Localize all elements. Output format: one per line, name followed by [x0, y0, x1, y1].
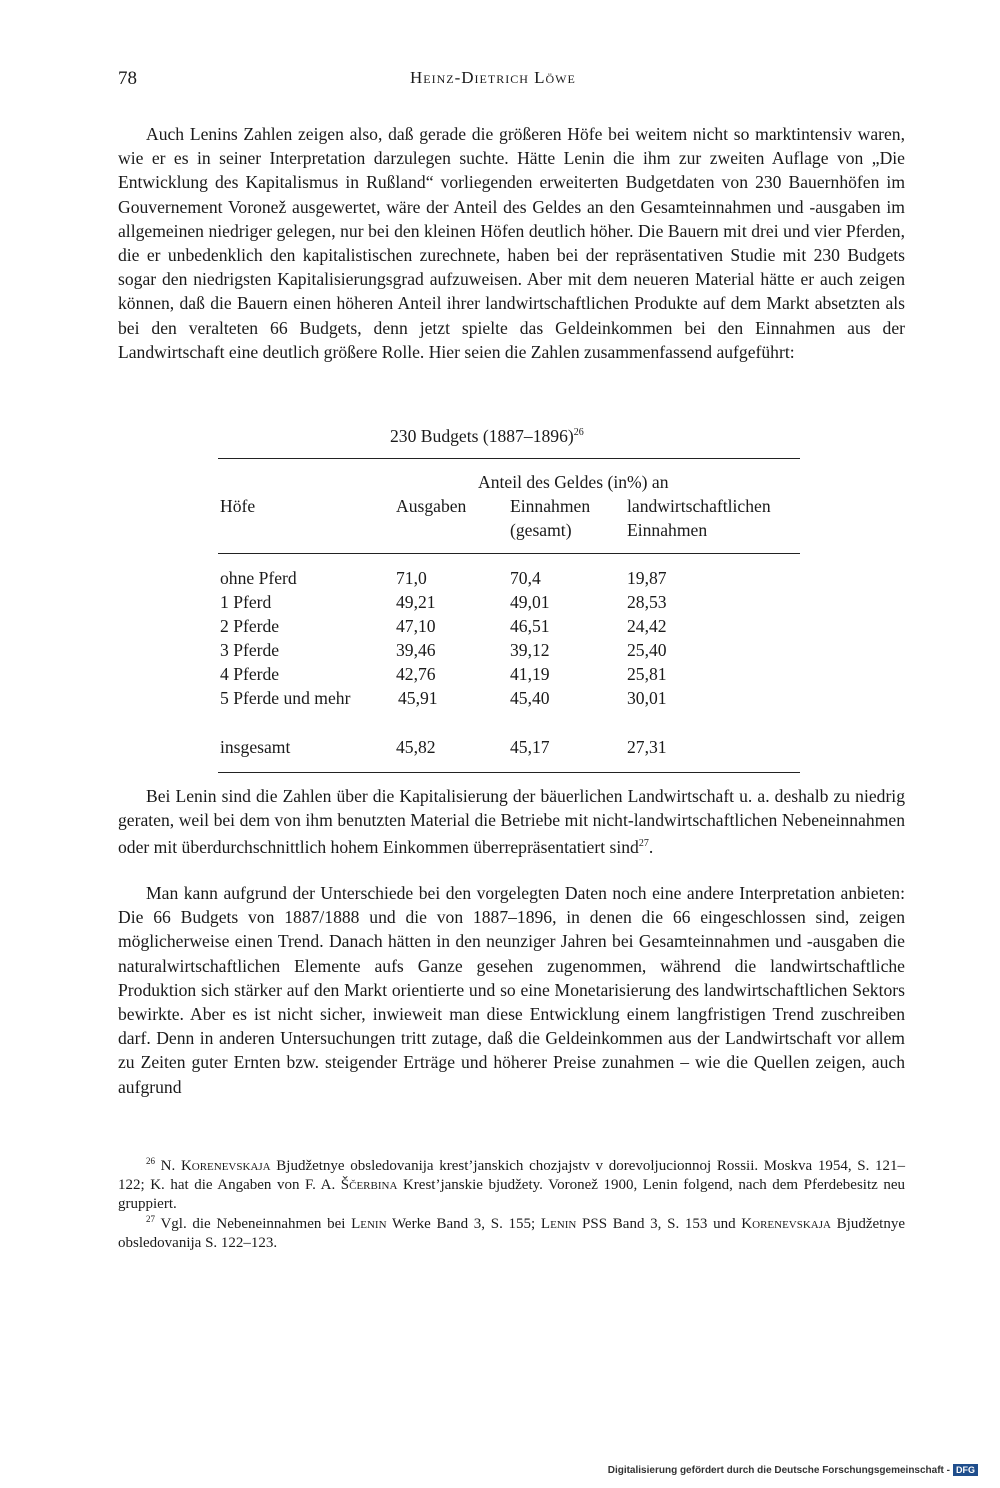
table-cell-einnahmen: 46,51	[510, 616, 550, 636]
footnote-author: Korenevskaja	[180, 1158, 271, 1174]
table-cell-landw: 25,40	[627, 640, 667, 660]
table-cell-hofe: 5 Pferde und mehr	[220, 688, 351, 708]
footnote-author: Korenevskaja	[741, 1216, 831, 1232]
footnote-text: Vgl. die Nebeneinnahmen bei	[160, 1216, 352, 1232]
paragraph-2-text: Bei Lenin sind die Zahlen über die Kapitalisierung der bäuerlichen Landwirtschaft u. a. deshalb zu niedrig geraten, weil bei dem von ihm benutzten Material die Betriebe mit nicht-landwirtschaftlichen Nebeneinnahmen oder mit überdurchschnittlich hohem Einkommen überrepräsentatiert sind	[118, 786, 905, 858]
table-cell-landw: 27,31	[627, 737, 667, 757]
footnote-27	[118, 1210, 905, 1253]
table-cell-hofe: ohne Pferd	[220, 568, 297, 588]
table-cell-landw: 19,87	[627, 568, 667, 588]
footnote-text: N.	[160, 1158, 181, 1174]
table-cell-ausgaben: 45,82	[396, 737, 436, 757]
table-col-einnahmen: Einnahmen	[510, 496, 591, 516]
table-cell-landw: 30,01	[627, 688, 667, 708]
footnote-26	[118, 1152, 905, 1214]
table-col-hofe: Höfe	[220, 496, 256, 516]
table-cell-landw: 28,53	[627, 592, 667, 612]
footnote-text: Krest’janskie bjudžety. Voronež 1900, Lenin folgend, nach dem Pferdebesitz neu gruppiert.	[118, 1177, 905, 1212]
table-col-landw: landwirtschaftlichen	[627, 496, 771, 516]
table-cell-einnahmen: 45,40	[510, 688, 550, 708]
dfg-logo-icon: DFG	[953, 1464, 978, 1476]
footnote-text: Bjudžetnye obsledovanija S. 122–123.	[118, 1216, 905, 1251]
footnote-author: Lenin	[351, 1216, 387, 1232]
running-head: Heinz-Dietrich Löwe	[410, 68, 576, 87]
table-cell-landw: 24,42	[627, 616, 667, 636]
footnote-text: Bjudžetnye obsledovanija krest’janskich chozjajstv v dorevoljucionnoj Rossii. Moskva 1954, S. 121–122; K. hat die Angaben von F. A.	[118, 1158, 905, 1193]
table-col-landw-sub: Einnahmen	[627, 520, 708, 540]
page-number: 78	[118, 68, 137, 89]
footnote-ref-26: 26	[573, 427, 584, 439]
footnote-mark: 27	[146, 1214, 155, 1224]
footnote-text: PSS Band 3, S. 153 und	[576, 1216, 742, 1232]
table-cell-hofe: 4 Pferde	[220, 664, 280, 684]
footnote-author: Lenin	[540, 1216, 577, 1232]
table-cell-ausgaben: 45,91	[398, 688, 438, 708]
table-cell-einnahmen: 45,17	[510, 737, 550, 757]
table-cell-hofe: insgesamt	[220, 737, 291, 757]
table-cell-einnahmen: 41,19	[510, 664, 550, 684]
footnote-text: Werke Band 3, S. 155;	[386, 1216, 541, 1232]
table-cell-einnahmen: 39,12	[510, 640, 550, 660]
table-caption-text: 230 Budgets (1887–1896)	[390, 426, 574, 446]
table-cell-einnahmen: 70,4	[510, 568, 541, 588]
table-cell-ausgaben: 49,21	[396, 592, 436, 612]
paragraph-2-end: .	[648, 837, 654, 858]
table-cell-ausgaben: 71,0	[396, 568, 427, 588]
footnote-mark: 26	[146, 1156, 155, 1166]
footnote-author: Ščerbina	[340, 1177, 398, 1193]
table-col-ausgaben: Ausgaben	[396, 496, 467, 516]
table-header-rule	[218, 553, 800, 554]
table-bottom-rule	[218, 772, 800, 773]
table-cell-ausgaben: 39,46	[396, 640, 436, 660]
table-cell-einnahmen: 49,01	[510, 592, 550, 612]
footnote-ref-27: 27	[638, 838, 649, 850]
paragraph-3: Man kann aufgrund der Unterschiede bei den vorgelegten Daten noch eine andere Interpretation anbieten: Die 66 Budgets von 1887/1888 und die von 1887–1896, in denen die 66 eingeschlossen sind, zeigen möglicherweise einen Trend. Danach hätten in den neunziger Jahren bei Gesamteinnahmen und -ausgaben die naturalwirtschaftlichen Elemente aufs Ganze gesehen zugenommen, während die landwirtschaftliche Produktion sich stärker auf den Markt orientierte und so eine Monetarisierung des landwirtschaftlichen Sektors bewirkte. Aber es ist nicht sicher, inwieweit man diese Entwicklung einem langfristigen Trend zuschreiben darf. Denn in anderen Untersuchungen tritt zutage, daß die Geldeinkommen aus der Landwirtschaft vor allem zu Zeiten guter Ernten bzw. steigender Erträge und höherer Preise zunahmen – wie die Quellen zeigen, auch aufgrund	[118, 883, 905, 1097]
table-cell-hofe: 1 Pferd	[220, 592, 272, 612]
table-cell-ausgaben: 42,76	[396, 664, 436, 684]
paragraph-1: Auch Lenins Zahlen zeigen also, daß gerade die größeren Höfe bei weitem nicht so marktintensiv waren, wie er es in seiner Interpretation darzulegen suchte. Hätte Lenin die ihm zur zweiten Auflage von „Die Entwicklung des Kapitalismus in Rußland“ vorliegenden erweiterten Budgetdaten von 230 Bauernhöfen im Gouvernement Voronež ausgewertet, wäre der Anteil des Geldes an den Gesamteinnahmen und -ausgaben im allgemeinen niedriger gelegen, nur bei den kleinen Höfen deutlich höher. Die Bauern mit drei und vier Pferden, die er unbedenklich den kapitalistischen zurechnete, haben bei der repräsentativen Studie mit 230 Budgets sogar den niedrigsten Kapitalisierungsgrad aufzuweisen. Aber mit dem neueren Material hätte er auch zeigen können, daß die Bauern einen höheren Anteil ihrer landwirtschaftlichen Produkte auf dem Markt absetzten als bei den veralteten 66 Budgets, denn jetzt spielte das Geldeinkommen bei den Einnahmen aus der Landwirtschaft eine deutlich größere Rolle. Hier seien die Zahlen zusammenfassend aufgeführt:	[118, 124, 905, 362]
paragraph-2	[118, 784, 905, 859]
table-cell-hofe: 3 Pferde	[220, 640, 280, 660]
table-cell-ausgaben: 47,10	[396, 616, 436, 636]
digitization-credit	[608, 1464, 978, 1476]
table-group-header: Anteil des Geldes (in%) an	[478, 472, 669, 492]
table-cell-hofe: 2 Pferde	[220, 616, 280, 636]
credit-text: Digitalisierung gefördert durch die Deutsche Forschungsgemeinschaft -	[607, 1464, 950, 1476]
table-col-einnahmen-sub: (gesamt)	[510, 520, 572, 540]
table-caption	[390, 426, 584, 447]
table-top-rule	[218, 458, 800, 459]
table-cell-landw: 25,81	[627, 664, 667, 684]
